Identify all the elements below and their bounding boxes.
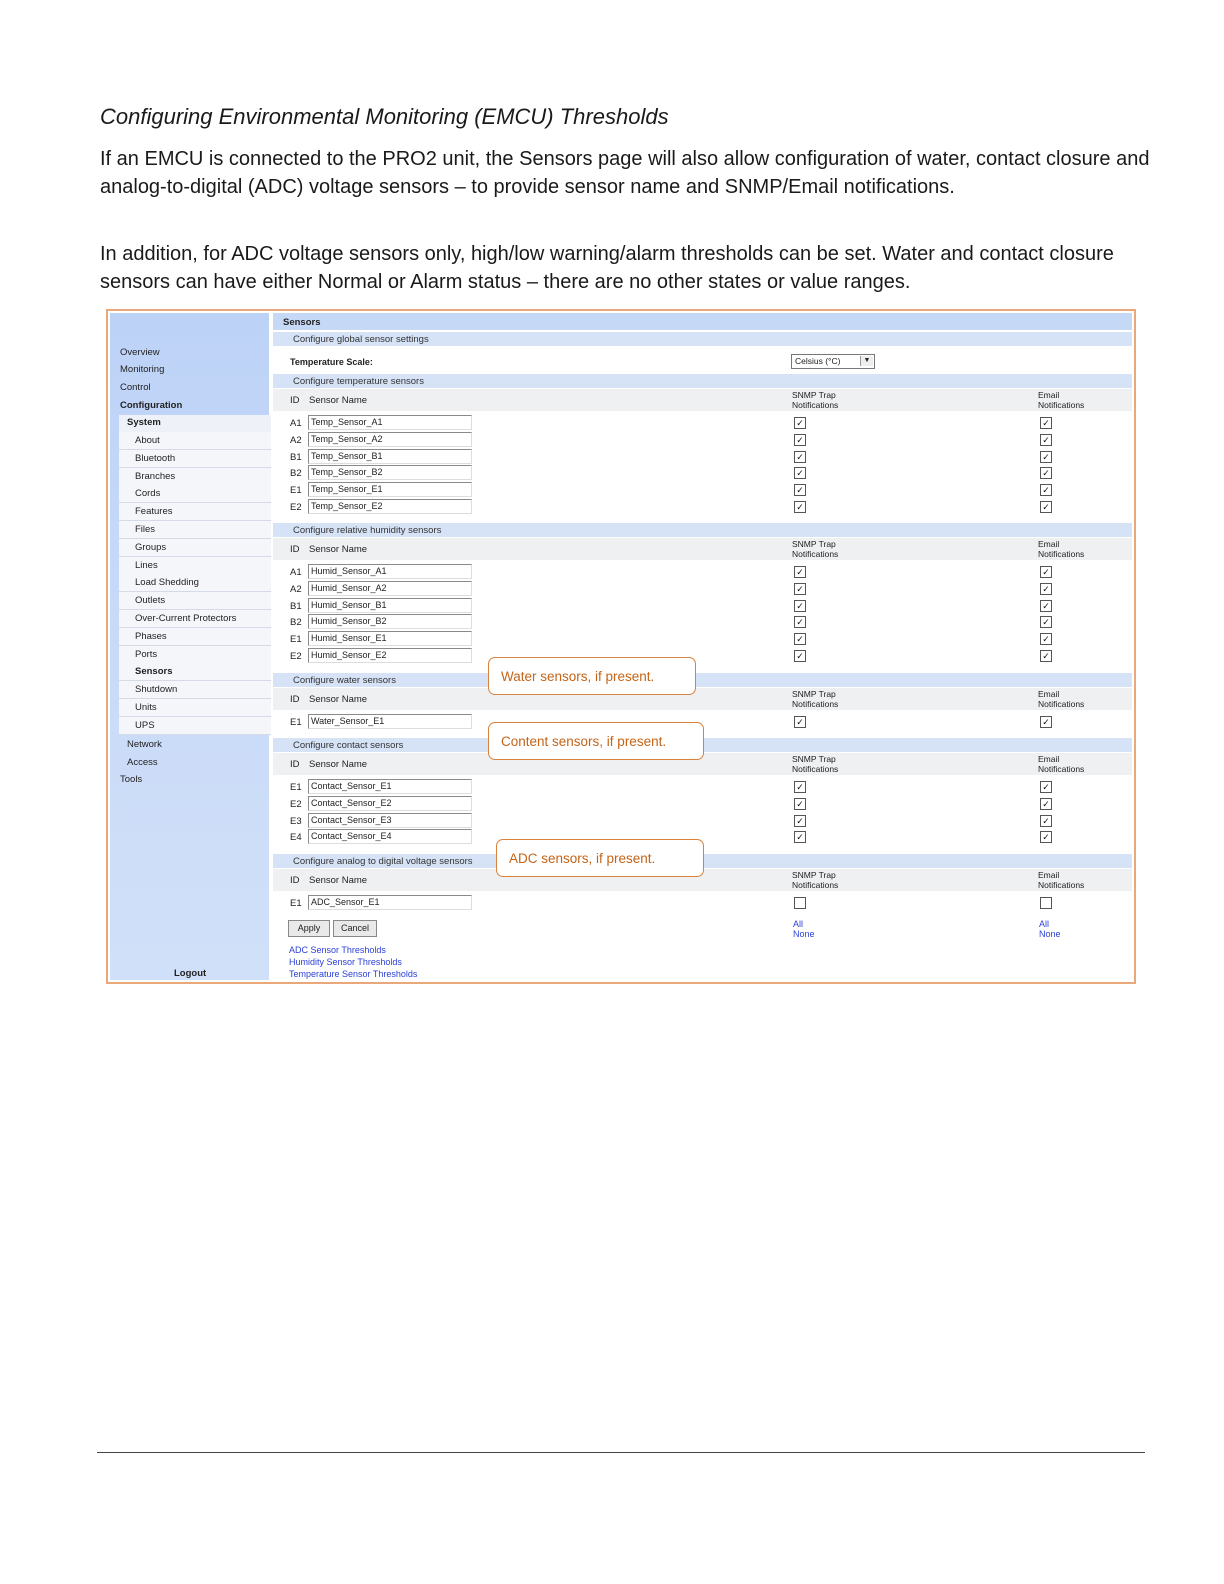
email-notification-checkbox[interactable]: ✓ [1040, 566, 1052, 578]
sensor-id: E1 [290, 782, 302, 793]
sensor-row [273, 448, 1132, 465]
snmp-trap-checkbox[interactable]: ✓ [794, 417, 806, 429]
sidebar-item-ups[interactable]: UPS [135, 719, 155, 731]
sidebar-item-system[interactable]: System [127, 417, 161, 428]
sensor-name-input[interactable]: Contact_Sensor_E1 [308, 779, 472, 794]
adc-sensors-callout: ADC sensors, if present. [496, 839, 704, 877]
column-header-row [273, 538, 1132, 560]
sidebar-item-bluetooth[interactable]: Bluetooth [135, 452, 176, 464]
snmp-trap-checkbox[interactable]: ✓ [794, 650, 806, 662]
sidebar-item-about[interactable]: About [135, 435, 160, 446]
sensor-row [273, 812, 1132, 829]
sidebar-item-configuration[interactable]: Configuration [120, 400, 183, 411]
col-email-line2: Notifications [1038, 880, 1085, 890]
sensor-name-input[interactable]: Water_Sensor_E1 [308, 714, 472, 729]
intro-paragraph: If an EMCU is connected to the PRO2 unit, the Sensors page will also allow configuration of water, contact closure and analog-to-digital (ADC) voltage sensors – to provide sensor name and SNMP/Email notifications. [100, 148, 1150, 198]
email-notification-checkbox[interactable]: ✓ [1040, 417, 1052, 429]
sensor-row [273, 613, 1132, 630]
sensor-id: E2 [290, 798, 302, 810]
email-notification-checkbox[interactable]: ✓ [1040, 831, 1052, 843]
col-name-header: Sensor Name [309, 694, 368, 705]
sensor-name-input[interactable]: ADC_Sensor_E1 [308, 895, 472, 910]
col-snmp-header [792, 689, 862, 709]
sensor-id: B1 [290, 451, 302, 463]
col-snmp-line2: Notifications [792, 764, 839, 774]
col-snmp-line2: Notifications [792, 699, 839, 709]
sidebar-item-access[interactable]: Access [127, 757, 158, 768]
snmp-trap-checkbox[interactable]: ✓ [794, 583, 806, 595]
email-notification-checkbox[interactable]: ✓ [1040, 633, 1052, 645]
chevron-down-icon: ▼ [860, 356, 873, 366]
sidebar-item-ports[interactable]: Ports [135, 648, 158, 660]
col-email-line2: Notifications [1038, 400, 1085, 410]
sidebar-item-branches[interactable]: Branches [135, 470, 176, 482]
sidebar-item-units[interactable]: Units [135, 702, 157, 713]
col-email-header [1038, 870, 1108, 890]
sensor-row [273, 778, 1132, 795]
col-snmp-line2: Notifications [792, 400, 839, 410]
snmp-trap-checkbox[interactable]: ✓ [794, 501, 806, 513]
col-snmp-line1: SNMP Trap [792, 689, 836, 699]
section-title: Configure relative humidity sensors [293, 525, 442, 536]
adc-thresholds-link[interactable]: ADC Sensor Thresholds [289, 945, 386, 955]
column-header-row [273, 688, 1132, 710]
sidebar-item-lines[interactable]: Lines [135, 559, 158, 571]
email-notification-checkbox[interactable]: ✓ [1040, 815, 1052, 827]
col-name-header: Sensor Name [309, 395, 368, 406]
temperature-scale-row [273, 351, 1132, 371]
sensor-id: E1 [290, 717, 302, 728]
sensor-id: E1 [290, 634, 302, 646]
sensor-id: B2 [290, 468, 302, 480]
sidebar-item-outlets[interactable]: Outlets [135, 595, 166, 607]
sensor-id: A2 [290, 434, 302, 446]
page-title: Sensors [283, 317, 321, 328]
sensor-name-input[interactable]: Humid_Sensor_A2 [308, 581, 472, 596]
global-settings-title: Configure global sensor settings [293, 334, 429, 345]
sensor-id: E1 [290, 485, 302, 497]
email-notification-checkbox[interactable]: ✓ [1040, 467, 1052, 479]
col-snmp-header [792, 870, 862, 890]
email-notification-checkbox[interactable]: ✓ [1040, 781, 1052, 793]
snmp-trap-checkbox[interactable]: ✓ [794, 451, 806, 463]
sensor-row [273, 597, 1132, 614]
section-header [273, 374, 1132, 388]
col-id-header: ID [290, 694, 300, 705]
sensor-id: E3 [290, 815, 302, 827]
logout-link[interactable]: Logout [174, 968, 207, 979]
sidebar-item-features[interactable]: Features [135, 506, 173, 518]
email-notification-checkbox[interactable]: ✓ [1040, 616, 1052, 628]
sidebar-item-sensors[interactable]: Sensors [135, 666, 173, 678]
sensor-name-input[interactable]: Humid_Sensor_E2 [308, 648, 472, 663]
sensor-id: B2 [290, 617, 302, 629]
col-snmp-header [792, 539, 862, 559]
sensor-row [273, 464, 1132, 481]
temperature-scale-value: Celsius (°C) [795, 356, 841, 366]
snmp-trap-checkbox[interactable]: ✓ [794, 798, 806, 810]
col-id-header: ID [290, 395, 300, 406]
col-id-header: ID [290, 544, 300, 555]
sidebar-item-groups[interactable]: Groups [135, 541, 167, 553]
col-name-header: Sensor Name [309, 544, 368, 555]
sensor-name-input[interactable]: Temp_Sensor_A1 [308, 415, 472, 430]
col-snmp-header [792, 390, 862, 410]
sensor-name-input[interactable]: Humid_Sensor_A1 [308, 564, 472, 579]
col-email-line1: Email [1038, 390, 1060, 400]
section-title: Configure water sensors [293, 675, 396, 686]
email-notification-checkbox[interactable] [1040, 897, 1052, 909]
col-email-header [1038, 390, 1108, 410]
snmp-trap-checkbox[interactable]: ✓ [794, 566, 806, 578]
snmp-all-link[interactable]: All [793, 919, 804, 929]
section-title: Configure temperature sensors [293, 376, 424, 387]
sensor-name-input[interactable]: Humid_Sensor_B2 [308, 614, 472, 629]
col-id-header: ID [290, 875, 300, 886]
temperature-thresholds-link[interactable]: Temperature Sensor Thresholds [289, 969, 418, 979]
sensor-row [273, 563, 1132, 580]
sensors-main-panel [273, 313, 1132, 980]
page-title-bar [273, 313, 1132, 330]
sidebar-item-monitoring[interactable]: Monitoring [120, 364, 165, 375]
snmp-trap-checkbox[interactable]: ✓ [794, 434, 806, 446]
cancel-button[interactable]: Cancel [333, 920, 377, 937]
email-notification-checkbox[interactable]: ✓ [1040, 600, 1052, 612]
sensor-id: E4 [290, 832, 302, 844]
sensor-name-input[interactable]: Contact_Sensor_E4 [308, 829, 472, 844]
sensors-screenshot [106, 309, 1136, 984]
sensor-name-input[interactable]: Temp_Sensor_A2 [308, 432, 472, 447]
footer-rule [97, 1452, 1145, 1453]
sidebar-nav [110, 313, 269, 980]
email-notification-checkbox[interactable]: ✓ [1040, 650, 1052, 662]
sidebar-item-overview[interactable]: Overview [120, 347, 160, 358]
temperature-scale-select[interactable] [791, 354, 875, 369]
col-email-line1: Email [1038, 689, 1060, 699]
email-notification-checkbox[interactable]: ✓ [1040, 501, 1052, 513]
sensor-name-input[interactable]: Temp_Sensor_B2 [308, 465, 472, 480]
email-notification-checkbox[interactable]: ✓ [1040, 716, 1052, 728]
snmp-trap-checkbox[interactable]: ✓ [794, 815, 806, 827]
sidebar-item-shutdown[interactable]: Shutdown [135, 684, 178, 696]
sensor-row [273, 647, 1132, 664]
sensor-name-input[interactable]: Temp_Sensor_B1 [308, 449, 472, 464]
col-email-line2: Notifications [1038, 699, 1085, 709]
column-header-row [273, 389, 1132, 411]
sensor-row [273, 580, 1132, 597]
sidebar-item-over-current-protectors[interactable]: Over-Current Protectors [135, 613, 237, 624]
col-snmp-line2: Notifications [792, 549, 839, 559]
email-notification-checkbox[interactable]: ✓ [1040, 451, 1052, 463]
humidity-thresholds-link[interactable]: Humidity Sensor Thresholds [289, 957, 402, 967]
col-email-line2: Notifications [1038, 549, 1085, 559]
email-none-link[interactable]: None [1039, 929, 1061, 939]
section-header [273, 673, 1132, 687]
threshold-paragraph: In addition, for ADC voltage sensors only, high/low warning/alarm thresholds can be set. Water and contact closure sensors can have either Normal or Alarm status – there are no other states or value ranges. [100, 243, 1114, 293]
snmp-trap-checkbox[interactable]: ✓ [794, 484, 806, 496]
snmp-trap-checkbox[interactable]: ✓ [794, 831, 806, 843]
col-snmp-line1: SNMP Trap [792, 754, 836, 764]
email-notification-checkbox[interactable]: ✓ [1040, 434, 1052, 446]
col-snmp-line1: SNMP Trap [792, 870, 836, 880]
snmp-trap-checkbox[interactable]: ✓ [794, 716, 806, 728]
sensor-id: B1 [290, 600, 302, 612]
snmp-trap-checkbox[interactable]: ✓ [794, 467, 806, 479]
col-snmp-line2: Notifications [792, 880, 839, 890]
col-email-header [1038, 754, 1108, 774]
water-sensors-callout: Water sensors, if present. [488, 657, 696, 695]
sensor-id: E1 [290, 898, 302, 909]
sidebar-item-network[interactable]: Network [127, 739, 162, 750]
sensor-id: A1 [290, 567, 302, 578]
temperature-scale-label: Temperature Scale: [290, 357, 373, 367]
col-name-header: Sensor Name [309, 759, 368, 770]
email-notification-checkbox[interactable]: ✓ [1040, 583, 1052, 595]
sidebar-item-load-shedding[interactable]: Load Shedding [135, 577, 199, 589]
section-title: Configure contact sensors [293, 740, 404, 751]
col-email-line1: Email [1038, 870, 1060, 880]
sensor-row [273, 481, 1132, 498]
col-name-header: Sensor Name [309, 875, 368, 886]
sensor-id: E2 [290, 651, 302, 662]
snmp-trap-checkbox[interactable]: ✓ [794, 600, 806, 612]
sensor-name-input[interactable]: Temp_Sensor_E2 [308, 499, 472, 514]
col-email-line1: Email [1038, 754, 1060, 764]
sensor-row [273, 498, 1132, 515]
email-all-link[interactable]: All [1039, 919, 1050, 929]
sidebar-item-cords[interactable]: Cords [135, 488, 161, 500]
col-snmp-line1: SNMP Trap [792, 539, 836, 549]
global-settings-header [273, 332, 1132, 346]
snmp-none-link[interactable]: None [793, 929, 815, 939]
sensor-row [273, 630, 1132, 647]
col-snmp-header [792, 754, 862, 774]
sensor-row [273, 414, 1132, 431]
col-id-header: ID [290, 759, 300, 770]
sidebar-item-phases[interactable]: Phases [135, 630, 167, 642]
sensor-name-input[interactable]: Contact_Sensor_E3 [308, 813, 472, 828]
snmp-trap-checkbox[interactable]: ✓ [794, 633, 806, 645]
sensor-id: A2 [290, 583, 302, 595]
col-email-header [1038, 689, 1108, 709]
apply-button[interactable]: Apply [288, 920, 330, 937]
section-title: Configure analog to digital voltage sensors [293, 856, 473, 867]
sensor-row [273, 431, 1132, 448]
sensor-row [273, 894, 1132, 911]
email-notification-checkbox[interactable]: ✓ [1040, 798, 1052, 810]
sensor-id: E2 [290, 502, 302, 513]
snmp-trap-checkbox[interactable]: ✓ [794, 616, 806, 628]
snmp-trap-checkbox[interactable] [794, 897, 806, 909]
section-header [273, 523, 1132, 537]
col-email-line1: Email [1038, 539, 1060, 549]
sensor-name-input[interactable]: Contact_Sensor_E2 [308, 796, 472, 811]
doc-heading: Configuring Environmental Monitoring (EMCU) Thresholds [100, 104, 669, 129]
sidebar-item-files[interactable]: Files [135, 524, 156, 535]
sensor-id: A1 [290, 418, 302, 429]
sensor-name-input[interactable]: Humid_Sensor_B1 [308, 598, 472, 613]
email-notification-checkbox[interactable]: ✓ [1040, 484, 1052, 496]
sensor-name-input[interactable]: Temp_Sensor_E1 [308, 482, 472, 497]
contact-sensors-callout: Content sensors, if present. [488, 722, 704, 760]
col-email-line2: Notifications [1038, 764, 1085, 774]
sidebar-item-tools[interactable]: Tools [120, 774, 143, 785]
snmp-trap-checkbox[interactable]: ✓ [794, 781, 806, 793]
sidebar-item-control[interactable]: Control [120, 382, 151, 393]
col-email-header [1038, 539, 1108, 559]
col-snmp-line1: SNMP Trap [792, 390, 836, 400]
sensor-row [273, 795, 1132, 812]
sensor-name-input[interactable]: Humid_Sensor_E1 [308, 631, 472, 646]
